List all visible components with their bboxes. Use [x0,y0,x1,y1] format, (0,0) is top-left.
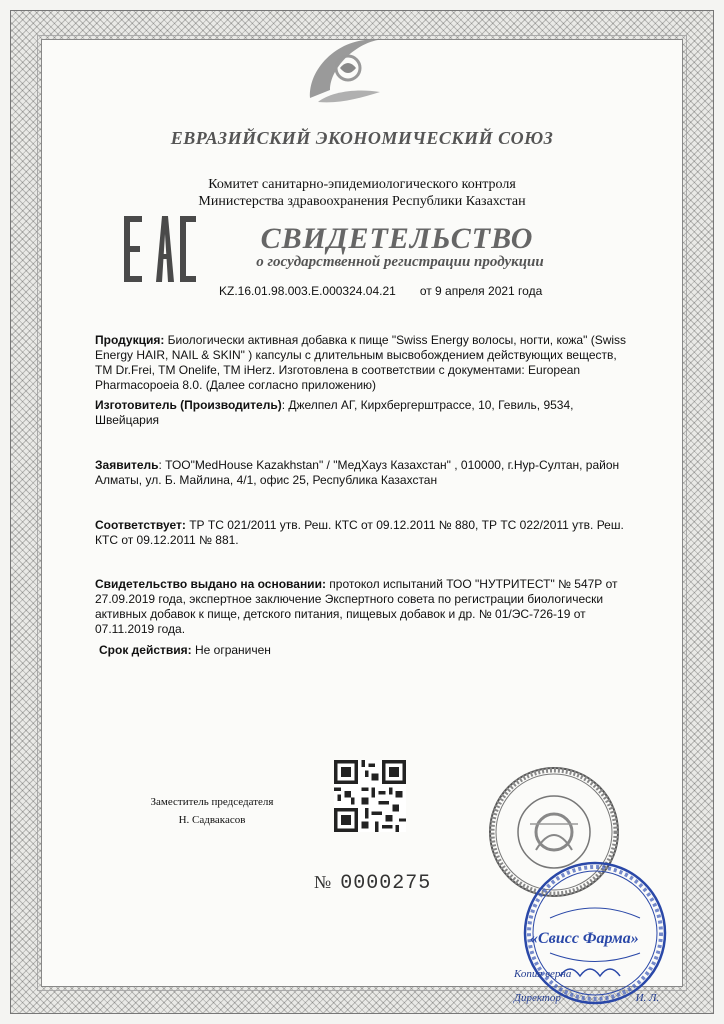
certificate-subtitle: о государственной регистрации продукции [256,254,544,270]
director-signature-line [514,992,684,1004]
field-label: Изготовитель (Производитель) [95,398,282,412]
issuing-committee [0,176,724,210]
serial-number [314,872,431,895]
registration-line [219,284,542,298]
certificate-title: СВИДЕТЕЛЬСТВО [260,222,534,255]
field-label: Продукция: [95,333,165,347]
field-value: : ТОО"MedHouse Kazakhstan" / "МедХауз Казахстан" , 010000, г.Нур-Султан, район Алматы, ул. Б. Майлина, 4/1, офис 25, Республика Казахстан [95,458,620,487]
validity-field [99,643,631,658]
signer-position: Заместитель председателя [150,796,274,808]
field-label: Заявитель [95,458,159,472]
conformity-field [95,518,627,548]
field-label: Срок действия: [99,643,192,657]
registration-date: от 9 апреля 2021 года [419,284,543,298]
field-value: Не ограничен [191,643,271,657]
eurasian-union-emblem-icon [300,28,384,112]
eac-mark-icon [122,214,198,284]
committee-line-1: Комитет санитарно-эпидемиологического контроля [208,177,516,192]
serial-digits: 0000275 [340,872,432,895]
stamp-company-name: «Свисс Фарма» [530,930,639,947]
committee-line-2: Министерства здравоохранения Республики Казахстан [198,194,526,209]
manufacturer-field [95,398,627,428]
field-value: ТР ТС 021/2011 утв. Реш. КТС от 09.12.2011 № 880, ТР ТС 022/2011 утв. Реш. КТС от 09.12.2011 № 881. [95,518,624,547]
field-label: Соответствует: [95,518,186,532]
qr-code-icon [334,760,406,832]
registration-number: KZ.16.01.98.003.E.000324.04.21 [219,284,396,298]
field-value: : Джелпел АГ, Кирхбергерштрассе, 10, Гевиль, 9534, Швейцария [95,398,574,427]
field-label: Свидетельство выдано на основании: [95,577,326,591]
basis-field [95,577,627,637]
applicant-field [95,458,627,488]
copy-true-note: Копия верна [514,968,572,980]
product-field [95,333,627,393]
director-name: И. Л. [635,992,660,1004]
director-label: Директор [514,992,561,1004]
union-title: ЕВРАЗИЙСКИЙ ЭКОНОМИЧЕСКИЙ СОЮЗ [170,128,554,148]
signer-name: Н. Садвакасов [178,814,246,826]
field-value: Биологически активная добавка к пище "Swiss Energy волосы, ногти, кожа" (Swiss Energy HAIR, NAIL & SKIN" ) капсулы с длительным высвобождением действующих веществ, TM Dr.Frei, TM Onelife, TM iHerz. Изготовлена в соответствии с документами: European Pharmacopoeia 8.0. (Далее согласно приложению) [95,333,627,392]
field-value: протокол испытаний ТОО "НУТРИТЕСТ" № 547Р от 27.09.2019 года, экспертное заключение Экспертного совета по регистрации биологически активных добавок к пище, детского питания, пищевых добавок и др. № 01/ЭС-726-19 от 07.11.2019 года. [95,577,618,636]
serial-prefix: № [314,872,333,892]
